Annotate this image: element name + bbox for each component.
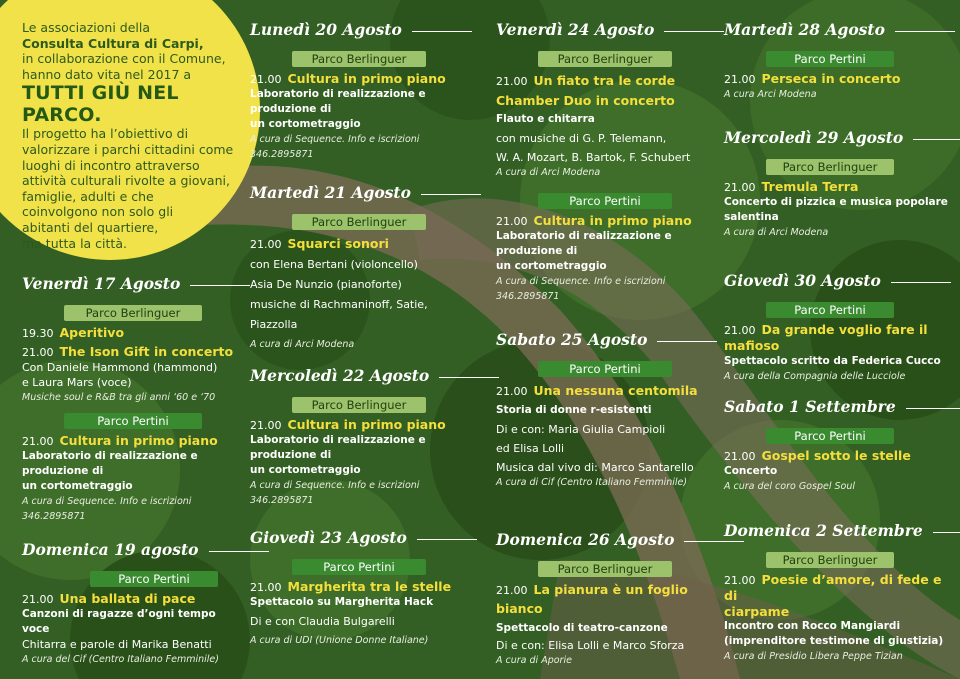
day-heading: Venerdì 17 Agosto <box>22 274 242 293</box>
event-credit: A cura di Aporie <box>496 655 572 666</box>
event-credit: A cura di Sequence. Info e iscrizioni 346.2895871 <box>250 134 420 160</box>
day-block-30 <box>724 271 954 384</box>
event-time: 21.00 <box>496 215 528 228</box>
intro-line: valorizzare i parchi cittadini come <box>22 141 234 157</box>
event-desc: Laboratorio di realizzazione e produzione di <box>250 434 426 461</box>
venue-badge: Parco Berlinguer <box>292 397 426 413</box>
venue-badge: Parco Pertini <box>538 193 672 209</box>
event-title: Da grande voglio fare il mafioso <box>724 322 928 353</box>
event <box>724 448 954 494</box>
intro-text <box>22 20 242 251</box>
event-desc: Asia De Nunzio (pianoforte) <box>250 278 402 291</box>
day-heading: Sabato 25 Agosto <box>496 330 716 349</box>
event-desc: Canzoni di ragazze d’ogni tempo voce <box>22 608 216 635</box>
event-time: 21.00 <box>724 73 756 86</box>
day-heading: Sabato 1 Settembre <box>724 397 954 416</box>
event-desc: Musica dal vivo di: Marco Santarello <box>496 461 694 474</box>
event <box>250 71 470 162</box>
event-time: 21.00 <box>724 181 756 194</box>
event-title: Cultura in primo piano <box>59 433 218 448</box>
venue-badge: Parco Pertini <box>766 428 894 444</box>
day-block-22 <box>250 366 470 508</box>
event <box>496 71 716 179</box>
event-time: 21.00 <box>22 346 54 359</box>
event-desc: musiche di Rachmaninoff, Satie, Piazzolla <box>250 298 428 331</box>
event-title: ciarpame <box>724 604 790 619</box>
event-credit: A cura di Sequence. Info e iscrizioni 346.2895871 <box>496 276 666 302</box>
event-desc: un cortometraggio <box>496 260 607 272</box>
venue-badge: Parco Berlinguer <box>64 305 202 321</box>
day-block-26 <box>496 530 716 667</box>
day-block-25 <box>496 330 716 489</box>
intro-line: ma tutta la città. <box>22 235 127 251</box>
event-title: La pianura è un foglio bianco <box>496 582 688 616</box>
event-desc: un cortometraggio <box>22 480 133 492</box>
event-credit: A cura di Presidio Libera Peppe Tizian <box>724 651 903 662</box>
event <box>496 213 716 304</box>
intro-line: abitanti del quartiere, <box>22 219 159 235</box>
event-credit: A cura di Cif (Centro Italiano Femminile) <box>496 477 688 488</box>
event-title: Tremula Terra <box>761 179 859 194</box>
event-desc: Di e con: Elisa Lolli e Marco Sforza <box>496 639 685 652</box>
event-desc: un cortometraggio <box>250 464 361 476</box>
day-block-s1 <box>724 397 954 494</box>
event-desc: Storia di donne r-esistenti <box>496 404 652 416</box>
event-time: 21.00 <box>724 450 756 463</box>
event-time: 21.00 <box>496 584 528 597</box>
intro-line: attività culturali rivolte a giovani, <box>22 173 230 189</box>
event-desc: (imprenditore testimone di giustizia) <box>724 635 944 647</box>
intro-line: in collaborazione con il Comune, <box>22 51 226 67</box>
event <box>250 234 470 355</box>
venue-badge: Parco Pertini <box>90 571 218 587</box>
event <box>724 322 954 384</box>
intro-line: Le associazioni della <box>22 20 151 35</box>
day-block-17 <box>22 274 242 524</box>
event-desc: e Laura Mars (voce) <box>22 376 132 389</box>
venue-badge: Parco Berlinguer <box>292 51 426 67</box>
event-credit: Musiche soul e R&B tra gli anni ‘60 e ‘70 <box>22 392 216 403</box>
day-block-20 <box>250 20 470 162</box>
event-title: Un fiato tra le corde <box>533 73 676 88</box>
venue-badge: Parco Pertini <box>64 413 202 429</box>
event-time: 21.00 <box>496 385 528 398</box>
event-credit: A cura di Arci Modena <box>496 167 601 178</box>
event-desc: un cortometraggio <box>250 118 361 130</box>
day-heading: Venerdì 24 Agosto <box>496 20 716 39</box>
event-time: 21.00 <box>724 574 756 587</box>
event <box>496 581 716 667</box>
event-desc: Di e con Claudia Bulgarelli <box>250 615 395 628</box>
venue-badge: Parco Pertini <box>292 559 426 575</box>
event-desc: Incontro con Rocco Mangiardi <box>724 620 901 632</box>
event-title: Aperitivo <box>59 325 125 340</box>
event-title: Una nessuna centomila <box>533 383 698 398</box>
intro-line: coinvolgono non solo gli <box>22 204 174 220</box>
day-block-23 <box>250 528 470 648</box>
event <box>22 325 242 405</box>
event-desc: Concerto di pizzica e musica popolare <box>724 196 948 208</box>
event-title: Squarci sonori <box>287 236 389 251</box>
intro-line: Il progetto ha l’obiettivo di <box>22 126 189 142</box>
day-heading: Mercoledì 29 Agosto <box>724 128 954 147</box>
event <box>250 417 470 508</box>
venue-badge: Parco Pertini <box>766 51 894 67</box>
intro-line: hanno dato vita nel 2017 a <box>22 66 192 82</box>
intro-title: TUTTI GIÙ NEL PARCO. <box>22 82 179 127</box>
event <box>22 591 242 667</box>
event-desc: con musiche di G. P. Telemann, <box>496 132 667 145</box>
event-time: 21.00 <box>496 75 528 88</box>
event-time: 21.00 <box>250 73 282 86</box>
day-block-s2 <box>724 521 954 664</box>
day-heading: Domenica 19 agosto <box>22 540 242 559</box>
intro-line: famiglie, adulti e che <box>22 188 154 204</box>
day-block-29 <box>724 128 954 240</box>
venue-badge: Parco Berlinguer <box>538 51 672 67</box>
event-credit: A cura di Arci Modena <box>724 227 829 238</box>
event-title: Cultura in primo piano <box>533 213 692 228</box>
event-desc: salentina <box>724 211 779 223</box>
event-desc: Di e con: Maria Giulia Campioli <box>496 423 666 436</box>
event-desc: Spettacolo di teatro-canzone <box>496 622 668 634</box>
venue-badge: Parco Pertini <box>538 361 672 377</box>
event-desc: Laboratorio di realizzazione e produzione di <box>496 230 672 257</box>
day-heading: Lunedì 20 Agosto <box>250 20 470 39</box>
event-desc: W. A. Mozart, B. Bartok, F. Schubert <box>496 151 691 164</box>
event-desc: Concerto <box>724 465 778 477</box>
day-block-21 <box>250 183 470 355</box>
event-credit: A cura della Compagnia delle Lucciole <box>724 371 906 382</box>
day-heading: Domenica 2 Settembre <box>724 521 954 540</box>
day-heading: Martedì 21 Agosto <box>250 183 470 202</box>
venue-badge: Parco Pertini <box>766 302 894 318</box>
venue-badge: Parco Berlinguer <box>538 561 672 577</box>
event-desc: Flauto e chitarra <box>496 113 595 125</box>
event-desc: Con Daniele Hammond (hammond) <box>22 361 218 374</box>
event <box>250 579 470 648</box>
event-credit: A cura di UDI (Unione Donne Italiane) <box>250 635 429 646</box>
event-credit: A cura di Sequence. Info e iscrizioni 346.2895871 <box>22 496 192 522</box>
day-heading: Giovedì 30 Agosto <box>724 271 954 290</box>
event-time: 21.00 <box>250 581 282 594</box>
event-time: 21.00 <box>22 435 54 448</box>
venue-badge: Parco Berlinguer <box>292 214 426 230</box>
venue-badge: Parco Berlinguer <box>766 159 894 175</box>
event <box>724 71 954 102</box>
event <box>496 381 716 489</box>
day-block-28 <box>724 20 954 102</box>
event-credit: A cura del coro Gospel Soul <box>724 481 855 492</box>
event-credit: A cura Arci Modena <box>724 89 817 100</box>
event-time: 21.00 <box>250 419 282 432</box>
event-time: 21.00 <box>724 324 756 337</box>
event-title: Cultura in primo piano <box>287 417 446 432</box>
event-title: Chamber Duo in concerto <box>496 93 675 108</box>
day-heading: Mercoledì 22 Agosto <box>250 366 470 385</box>
event-desc: Laboratorio di realizzazione e produzione di <box>22 450 198 477</box>
event-desc: Laboratorio di realizzazione e produzione di <box>250 88 426 115</box>
event-desc: Spettacolo su Margherita Hack <box>250 596 434 608</box>
event-title: Margherita tra le stelle <box>287 579 452 594</box>
event <box>724 572 954 664</box>
event-title: Perseca in concerto <box>761 71 901 86</box>
day-block-24 <box>496 20 716 304</box>
day-heading: Giovedì 23 Agosto <box>250 528 470 547</box>
event-credit: A cura del Cif (Centro Italiano Femminile) <box>22 654 219 665</box>
intro-line: luoghi di incontro attraverso <box>22 157 200 173</box>
event-title: Gospel sotto le stelle <box>761 448 911 463</box>
event-time: 21.00 <box>22 593 54 606</box>
day-heading: Martedì 28 Agosto <box>724 20 954 39</box>
event <box>22 433 242 524</box>
event-title: Poesie d’amore, di fede e di <box>724 572 942 603</box>
day-heading: Domenica 26 Agosto <box>496 530 716 549</box>
event-desc: Spettacolo scritto da Federica Cucco <box>724 355 941 367</box>
event-title: Cultura in primo piano <box>287 71 446 86</box>
event-time: 21.00 <box>250 238 282 251</box>
event-desc: Chitarra e parole di Marika Benatti <box>22 638 212 651</box>
event-desc: con Elena Bertani (violoncello) <box>250 258 418 271</box>
event-credit: A cura di Arci Modena <box>250 339 355 350</box>
event-time: 19.30 <box>22 327 54 340</box>
event <box>724 179 954 240</box>
intro-line: Consulta Cultura di Carpi, <box>22 35 204 51</box>
venue-badge: Parco Berlinguer <box>766 552 894 568</box>
event-desc: ed Elisa Lolli <box>496 442 565 455</box>
event-title: Una ballata di pace <box>59 591 196 606</box>
day-block-19 <box>22 540 242 667</box>
event-title: The Ison Gift in concerto <box>59 344 234 359</box>
event-credit: A cura di Sequence. Info e iscrizioni 346.2895871 <box>250 480 420 506</box>
